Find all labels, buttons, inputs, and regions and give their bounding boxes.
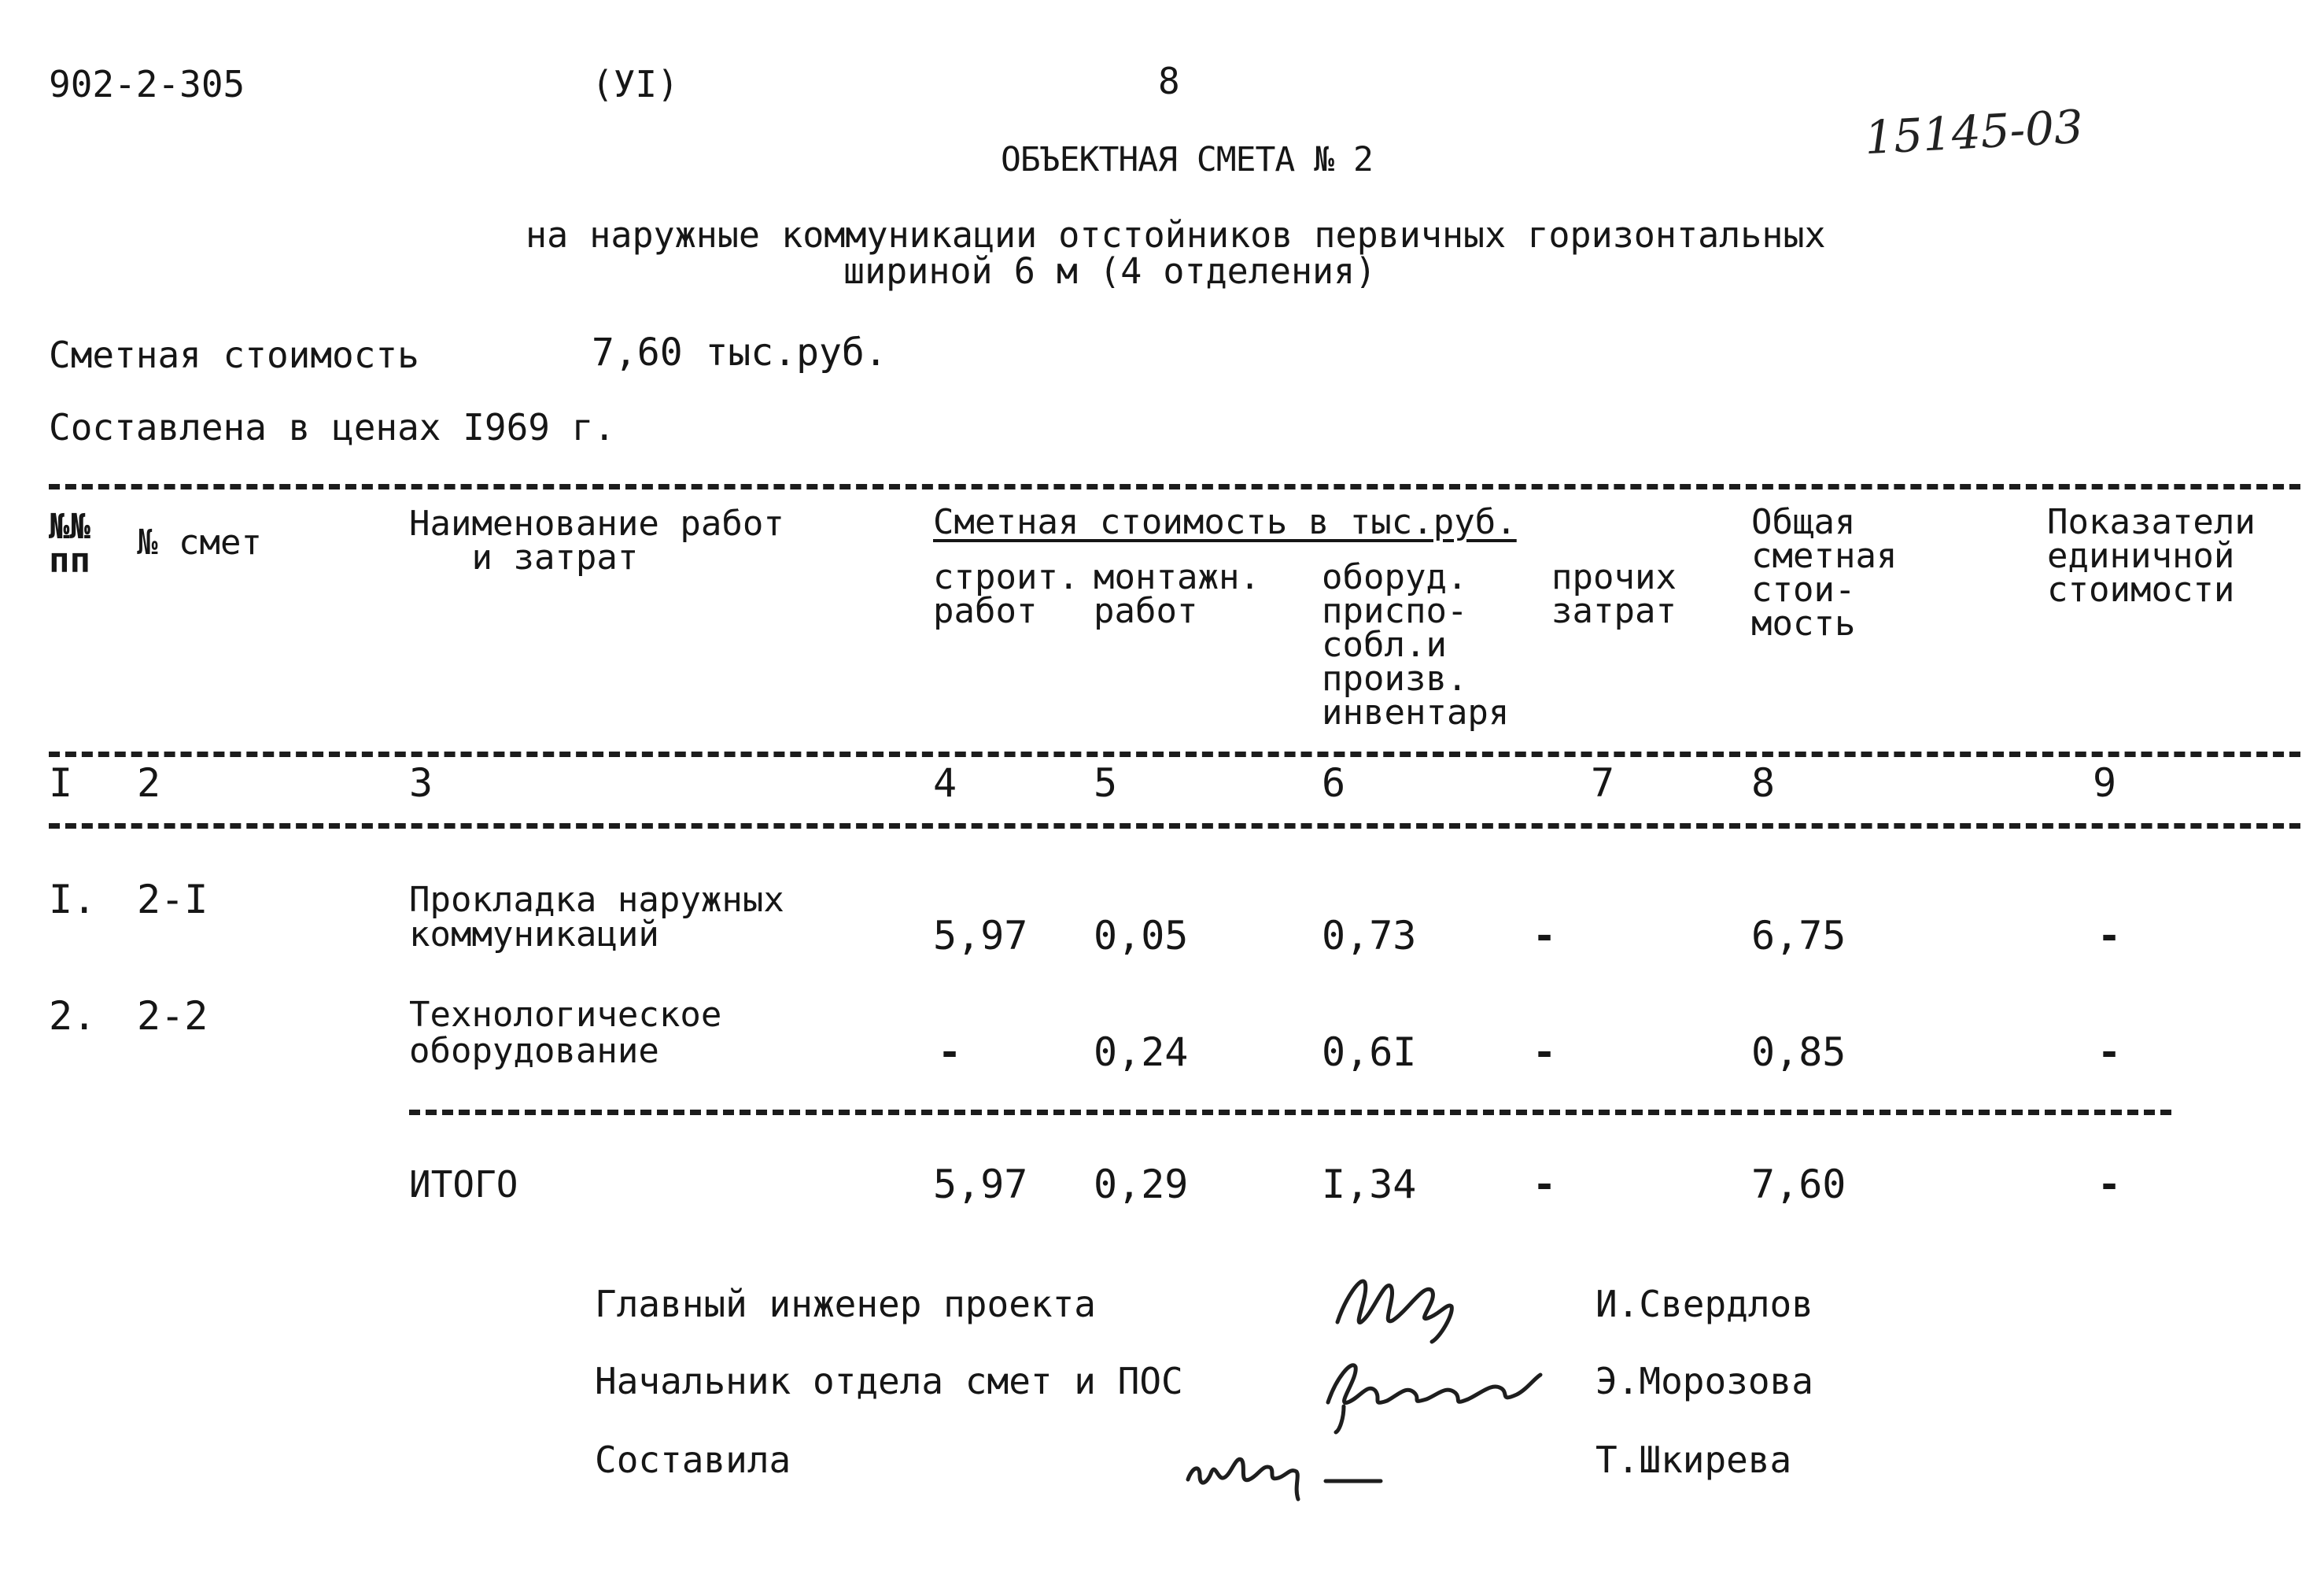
work-name-line-2: оборудование [409,1031,659,1071]
estimate-number: 2-I [137,877,208,922]
signature-role: Главный инженер проекта [595,1283,1096,1325]
column-number: 7 [1591,760,1615,806]
header-installation: монтажн. работ [1094,557,1260,632]
total-cost: 0,85 [1751,1029,1846,1075]
header-estimate-number: № смет [137,523,262,563]
equipment-cost: I,34 [1322,1162,1417,1207]
subtitle-line-2: шириной 6 м (4 отделения) [843,250,1377,292]
cost-label: Сметная стоимость [49,334,419,376]
total-label: ИТОГО [409,1163,518,1206]
column-number: 6 [1322,760,1346,806]
column-number: 2 [137,760,161,806]
header-construction: строит. работ [933,557,1079,632]
signature-role: Составила [595,1439,791,1481]
other-cost: - [1533,1162,1557,1207]
installation-cost: 0,29 [1094,1162,1189,1207]
other-cost: - [1533,1029,1557,1075]
work-name-line-2: коммуникаций [409,914,659,955]
column-number: I [49,760,73,806]
subtitle-line-1: на наружные коммуникации отстойников первичных горизонтальных [526,214,1826,256]
signature-compiler [1180,1432,1400,1511]
page-number: 8 [1158,60,1180,102]
column-number: 3 [409,760,433,806]
signature-name: И.Свердлов [1595,1283,1813,1325]
row-number: I. [49,877,97,922]
signature-name: Т.Шкирева [1595,1439,1792,1481]
column-number: 8 [1751,760,1776,806]
header-work-name: Наименование работ и затрат [409,504,784,578]
installation-cost: 0,05 [1094,913,1189,959]
header-unit-indicators: Показатели единичной стоимости [2047,502,2256,611]
signature-head-of-department [1312,1347,1548,1434]
column-number: 4 [933,760,957,806]
handwritten-number: 15145-03 [1863,99,2085,165]
other-cost: - [1533,913,1557,959]
estimate-number: 2-2 [137,993,208,1039]
construction-cost: 5,97 [933,913,1028,959]
header-bottom-rule [49,752,2300,757]
row-number: 2. [49,993,97,1039]
prices-label: Составлена в ценах I969 г. [49,406,616,449]
column-numbers-rule [49,823,2300,829]
cost-value: 7,60 тыс.руб. [592,331,887,375]
unit-indicator: - [2097,913,2122,959]
signature-role: Начальник отдела смет и ПОС [595,1360,1183,1402]
section-number: (УI) [592,63,679,105]
column-number: 9 [2093,760,2117,806]
signature-name: Э.Морозова [1595,1360,1813,1402]
unit-indicator: - [2097,1029,2122,1075]
header-row-number: №№ пп [49,507,90,582]
table-top-rule [49,484,2300,489]
unit-indicator: - [2097,1162,2122,1207]
header-cost-group: Сметная стоимость в тыс.руб. [933,502,1517,542]
construction-cost: - [938,1029,962,1075]
header-other-costs: прочих затрат [1551,557,1677,632]
header-total-cost: Общая сметная стои- мость [1751,502,1898,645]
document-code: 902-2-305 [49,63,245,105]
column-number: 5 [1094,760,1118,806]
equipment-cost: 0,6I [1322,1029,1417,1075]
work-name-line-1: Прокладка наружных [409,880,784,920]
signature-chief-engineer [1330,1259,1487,1346]
installation-cost: 0,24 [1094,1029,1189,1075]
header-equipment: оборуд. приспо- собл.и произв. инвентаря [1322,557,1510,733]
equipment-cost: 0,73 [1322,913,1417,959]
total-cost: 6,75 [1751,913,1846,959]
work-name-line-1: Технологическое [409,995,722,1035]
document-title: ОБЪЕКТНАЯ СМЕТА № 2 [1001,140,1373,179]
total-separator-rule [409,1110,2171,1115]
total-cost: 7,60 [1751,1162,1846,1207]
construction-cost: 5,97 [933,1162,1028,1207]
